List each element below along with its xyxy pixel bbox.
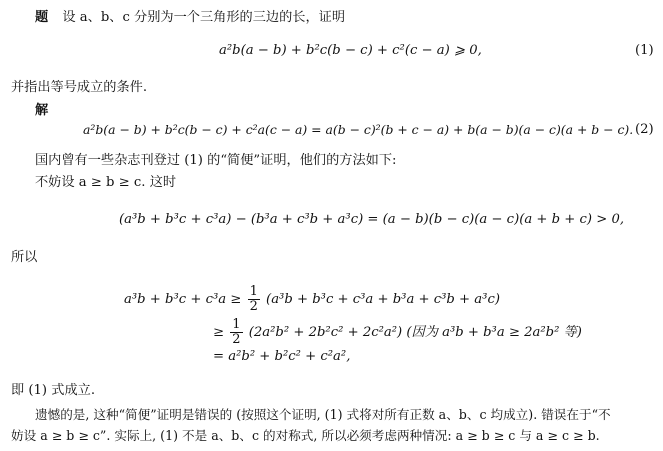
problem-statement: 设 a、b、c 分别为一个三角形的三边的长，证明 xyxy=(62,10,346,25)
therefore-text: 所以 xyxy=(11,250,38,265)
half-numerator: 1 xyxy=(232,317,241,332)
half-numerator: 1 xyxy=(249,284,258,299)
cubic-difference-equation: (a³b + b³c + c³a) − (b³a + c³b + a³c) = (a − b)(b − c)(a − c)(a + b + c) > 0, xyxy=(119,212,625,227)
align-line-2-lhs: ≥ xyxy=(213,325,225,340)
align-line-3: = a²b² + b²c² + c²a², xyxy=(213,349,351,364)
equality-condition-text: 并指出等号成立的条件. xyxy=(11,80,148,95)
equation-2: a²b(a − b) + b²c(b − c) + c²a(c − a) = a(b − c)²(b + c − a) + b(a − b)(a − c)(a + b − c). xyxy=(83,122,634,137)
equation-1-number: (1) xyxy=(635,43,654,58)
align-line-2 xyxy=(213,318,582,347)
problem-label: 题 xyxy=(35,10,49,25)
align-line-1-rhs: (a³b + b³c + c³a + b³a + c³b + a³c) xyxy=(266,292,500,307)
half-fraction-1 xyxy=(248,285,260,314)
solution-label: 解 xyxy=(35,103,49,118)
equation-1: a²b(a − b) + b²c(b − c) + c²(c − a) ⩾ 0, xyxy=(219,43,482,58)
align-line-1 xyxy=(124,285,500,314)
equation-2-number: (2) xyxy=(635,122,654,137)
half-denominator: 2 xyxy=(249,299,258,314)
half-denominator: 2 xyxy=(232,332,241,347)
critique-line-1: 遗憾的是, 这种“简便”证明是错误的 (按照这个证明, (1) 式将对所有正数 a、b、c 均成立). 错误在于“不 xyxy=(35,407,611,422)
intro-text: 国内曾有一些杂志刊登过 (1) 的“简便”证明，他们的方法如下: xyxy=(35,153,397,168)
conclusion-text: 即 (1) 式成立. xyxy=(11,383,96,398)
align-line-2-rhs: (2a²b² + 2b²c² + 2c²a²) (因为 a³b + b³a ≥ 2a²b² 等) xyxy=(248,325,582,340)
problem-statement-line xyxy=(35,10,345,26)
critique-line-2: 妨设 a ≥ b ≥ c”. 实际上, (1) 不是 a、b、c 的对称式, 所以必须考虑两种情况: a ≥ b ≥ c 与 a ≥ c ≥ b. xyxy=(11,428,600,443)
assumption-text: 不妨设 a ≥ b ≥ c. 这时 xyxy=(35,175,177,190)
align-line-1-lhs: a³b + b³c + c³a ≥ xyxy=(124,292,242,307)
half-fraction-2 xyxy=(230,318,242,347)
